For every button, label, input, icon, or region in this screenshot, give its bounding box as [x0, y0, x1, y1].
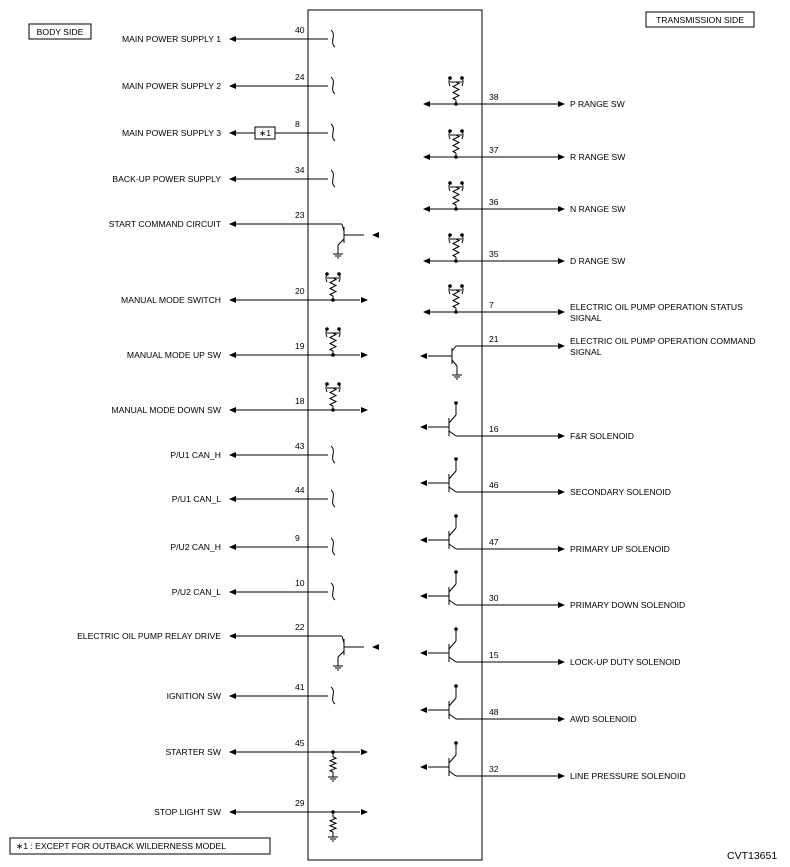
junction-dot — [460, 284, 464, 288]
junction-dot — [454, 627, 458, 631]
wire-break-mark — [331, 446, 335, 463]
circuit-label: P/U1 CAN_H — [170, 450, 221, 460]
wire-break-mark — [331, 538, 335, 555]
circuit-41 — [167, 682, 335, 704]
arrow — [423, 309, 430, 315]
pin-number: 32 — [489, 764, 499, 774]
transistor-collector — [449, 471, 456, 479]
junction-dot — [454, 684, 458, 688]
circuit-40 — [122, 25, 335, 47]
base-arrow — [420, 424, 427, 430]
circuit-label-line2: SIGNAL — [570, 313, 602, 323]
circuit-38 — [423, 76, 626, 109]
transistor-collector — [449, 584, 456, 592]
arrow — [229, 693, 236, 699]
transistor-emitter — [449, 714, 456, 719]
arrow — [361, 809, 368, 815]
pin-number: 47 — [489, 537, 499, 547]
circuit-8 — [122, 119, 335, 141]
arrow — [229, 496, 236, 502]
circuit-29 — [154, 798, 368, 841]
arrow — [558, 433, 565, 439]
transistor-emitter — [449, 487, 456, 492]
junction-dot — [337, 382, 341, 386]
circuit-label: LOCK-UP DUTY SOLENOID — [570, 657, 681, 667]
circuit-48 — [420, 684, 637, 724]
circuit-label: STOP LIGHT SW — [154, 807, 221, 817]
circuit-label: MAIN POWER SUPPLY 1 — [121, 34, 221, 44]
resistor-symbol — [453, 187, 459, 205]
base-arrow — [372, 644, 379, 650]
arrow — [229, 352, 236, 358]
circuit-35 — [423, 233, 626, 266]
circuit-44 — [172, 485, 335, 507]
figure-code: CVT13651 — [727, 850, 778, 862]
circuit-label: AWD SOLENOID — [570, 714, 637, 724]
wire-break-mark — [331, 170, 335, 187]
circuit-34 — [112, 165, 335, 187]
arrow — [361, 352, 368, 358]
wire-break-mark — [331, 77, 335, 94]
arrow — [423, 101, 430, 107]
wire-break-mark — [331, 124, 335, 141]
circuit-label: P/U2 CAN_H — [170, 542, 221, 552]
base-arrow — [372, 232, 379, 238]
junction-dot — [337, 327, 341, 331]
pin-number: 7 — [489, 300, 494, 310]
base-arrow — [420, 650, 427, 656]
pin-number: 22 — [295, 622, 305, 632]
circuit-label: LINE PRESSURE SOLENOID — [570, 771, 686, 781]
circuit-16 — [420, 401, 634, 441]
transistor-emitter — [449, 431, 456, 436]
pin-number: 21 — [489, 334, 499, 344]
junction-dot — [448, 129, 452, 133]
arrow — [229, 809, 236, 815]
resistor-symbol — [330, 757, 336, 772]
circuit-21 — [420, 334, 756, 379]
arrow — [423, 206, 430, 212]
circuit-19 — [127, 327, 368, 360]
circuit-label: START COMMAND CIRCUIT — [108, 219, 221, 229]
transistor-collector — [449, 415, 456, 423]
arrow — [558, 602, 565, 608]
pin-number: 40 — [295, 25, 305, 35]
transistor-emitter — [449, 544, 456, 549]
arrow — [229, 407, 236, 413]
transistor-emitter — [338, 651, 344, 657]
circuit-label: P RANGE SW — [570, 99, 625, 109]
circuit-label: MANUAL MODE UP SW — [126, 350, 221, 360]
junction-dot — [454, 401, 458, 405]
footnote: ∗1 : EXCEPT FOR OUTBACK WILDERNESS MODEL — [16, 841, 226, 851]
body-side-circuits — [77, 25, 379, 841]
arrow — [229, 633, 236, 639]
arrow — [229, 452, 236, 458]
junction-dot — [460, 233, 464, 237]
pin-number: 15 — [489, 650, 499, 660]
note-marker: ∗1 — [259, 128, 271, 138]
pin-number: 10 — [295, 578, 305, 588]
circuit-label: MANUAL MODE SWITCH — [121, 295, 221, 305]
junction-dot — [460, 76, 464, 80]
circuit-label: D RANGE SW — [570, 256, 626, 266]
arrow — [361, 749, 368, 755]
pin-number: 23 — [295, 210, 305, 220]
circuit-20 — [121, 272, 368, 305]
circuit-45 — [165, 738, 368, 781]
junction-dot — [337, 272, 341, 276]
circuit-22 — [77, 622, 379, 670]
pin-number: 18 — [295, 396, 305, 406]
junction-dot — [454, 514, 458, 518]
resistor-symbol — [453, 135, 459, 153]
arrow — [361, 407, 368, 413]
circuit-10 — [172, 578, 335, 600]
transistor-emitter — [449, 600, 456, 605]
circuit-24 — [122, 72, 335, 94]
pin-number: 24 — [295, 72, 305, 82]
transistor-collector — [449, 755, 456, 763]
pin-number: 41 — [295, 682, 305, 692]
junction-dot — [325, 272, 329, 276]
arrow — [558, 309, 565, 315]
wire-break-mark — [331, 583, 335, 600]
circuit-32 — [420, 741, 686, 781]
transistor-emitter — [449, 657, 456, 662]
circuit-7 — [423, 284, 743, 323]
arrow — [229, 83, 236, 89]
junction-dot — [454, 741, 458, 745]
pin-number: 20 — [295, 286, 305, 296]
circuit-label: ELECTRIC OIL PUMP OPERATION COMMAND — [570, 336, 756, 346]
base-arrow — [420, 707, 427, 713]
circuit-23 — [109, 210, 379, 258]
junction-dot — [325, 382, 329, 386]
resistor-symbol — [453, 82, 459, 100]
arrow — [558, 773, 565, 779]
junction-dot — [448, 76, 452, 80]
pin-number: 8 — [295, 119, 300, 129]
circuit-30 — [420, 570, 685, 610]
circuit-15 — [420, 627, 680, 667]
resistor-symbol — [330, 333, 336, 351]
arrow — [558, 101, 565, 107]
circuit-label: P/U1 CAN_L — [171, 494, 221, 504]
transistor-emitter — [452, 360, 457, 366]
base-arrow — [420, 593, 427, 599]
circuit-label: P/U2 CAN_L — [171, 587, 221, 597]
pin-number: 48 — [489, 707, 499, 717]
junction-dot — [325, 327, 329, 331]
arrow — [423, 154, 430, 160]
wire-break-mark — [331, 30, 335, 47]
circuit-label: MAIN POWER SUPPLY 3 — [121, 128, 221, 138]
resistor-symbol — [330, 278, 336, 296]
circuit-label: ELECTRIC OIL PUMP RELAY DRIVE — [77, 631, 221, 641]
transistor-emitter — [338, 239, 344, 245]
base-arrow — [420, 537, 427, 543]
base-arrow — [420, 353, 427, 359]
arrow — [361, 297, 368, 303]
arrow — [229, 130, 236, 136]
circuit-37 — [423, 129, 626, 162]
transistor-collector — [449, 528, 456, 536]
circuit-43 — [170, 441, 335, 463]
circuit-label: SECONDARY SOLENOID — [570, 487, 671, 497]
pin-number: 37 — [489, 145, 499, 155]
transistor-collector — [449, 641, 456, 649]
arrow — [558, 343, 565, 349]
resistor-symbol — [453, 290, 459, 308]
junction-dot — [460, 181, 464, 185]
junction-dot — [448, 284, 452, 288]
circuit-label: ELECTRIC OIL PUMP OPERATION STATUS — [570, 302, 743, 312]
resistor-symbol — [330, 388, 336, 406]
arrow — [229, 221, 236, 227]
transistor-collector — [452, 346, 456, 351]
base-arrow — [420, 480, 427, 486]
circuit-9 — [170, 533, 335, 555]
arrow — [229, 297, 236, 303]
arrow — [558, 258, 565, 264]
base-arrow — [420, 764, 427, 770]
pin-number: 35 — [489, 249, 499, 259]
circuit-label: MANUAL MODE DOWN SW — [111, 405, 221, 415]
resistor-symbol — [330, 817, 336, 832]
circuit-label: R RANGE SW — [570, 152, 626, 162]
arrow — [558, 206, 565, 212]
circuit-label: IGNITION SW — [166, 691, 221, 701]
transistor-emitter — [449, 771, 456, 776]
junction-dot — [454, 457, 458, 461]
arrow — [229, 36, 236, 42]
junction-dot — [448, 181, 452, 185]
pin-number: 16 — [489, 424, 499, 434]
pin-number: 43 — [295, 441, 305, 451]
transistor-collector — [449, 698, 456, 706]
arrow — [229, 589, 236, 595]
arrow — [423, 258, 430, 264]
pin-number: 36 — [489, 197, 499, 207]
pin-number: 9 — [295, 533, 300, 543]
arrow — [558, 489, 565, 495]
pin-number: 46 — [489, 480, 499, 490]
resistor-symbol — [453, 239, 459, 257]
junction-dot — [454, 570, 458, 574]
circuit-label: BACK-UP POWER SUPPLY — [112, 174, 221, 184]
circuit-label: STARTER SW — [165, 747, 221, 757]
pin-number: 29 — [295, 798, 305, 808]
pin-number: 45 — [295, 738, 305, 748]
pin-number: 44 — [295, 485, 305, 495]
pin-number: 30 — [489, 593, 499, 603]
arrow — [558, 154, 565, 160]
arrow — [558, 546, 565, 552]
arrow — [229, 749, 236, 755]
arrow — [558, 716, 565, 722]
circuit-18 — [112, 382, 369, 415]
circuit-46 — [420, 457, 671, 497]
pin-number: 38 — [489, 92, 499, 102]
transmission-side-circuits — [420, 76, 756, 781]
arrow — [229, 176, 236, 182]
circuit-47 — [420, 514, 670, 554]
transmission-side-label: TRANSMISSION SIDE — [656, 15, 744, 25]
body-side-label: BODY SIDE — [36, 27, 84, 37]
circuit-label: PRIMARY DOWN SOLENOID — [570, 600, 686, 610]
circuit-36 — [423, 181, 626, 214]
wire-break-mark — [331, 687, 335, 704]
circuit-label-line2: SIGNAL — [570, 347, 602, 357]
circuit-label: F&R SOLENOID — [570, 431, 634, 441]
junction-dot — [460, 129, 464, 133]
wire-break-mark — [331, 490, 335, 507]
circuit-label: MAIN POWER SUPPLY 2 — [121, 81, 221, 91]
circuit-label: PRIMARY UP SOLENOID — [570, 544, 670, 554]
circuit-label: N RANGE SW — [570, 204, 626, 214]
pin-number: 19 — [295, 341, 305, 351]
pin-number: 34 — [295, 165, 305, 175]
arrow — [229, 544, 236, 550]
junction-dot — [448, 233, 452, 237]
arrow — [558, 659, 565, 665]
